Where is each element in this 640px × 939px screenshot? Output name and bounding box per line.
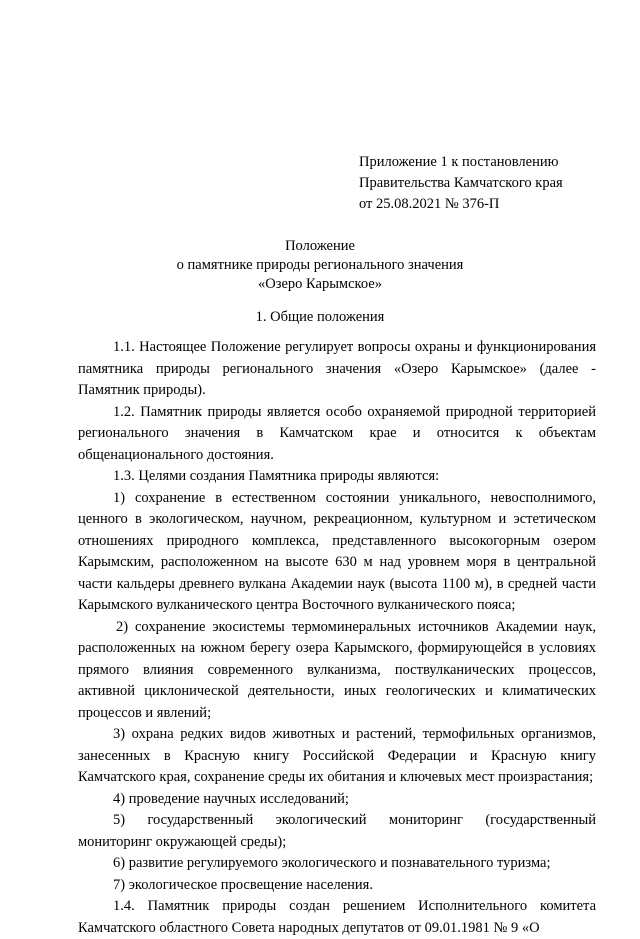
document-title: [0, 237, 640, 294]
approval-line-1: Приложение 1 к постановлению: [359, 154, 559, 170]
document-body: [78, 337, 596, 939]
paragraph-1-3: 1.3. Целями создания Памятника природы являются:: [113, 468, 440, 484]
goal-item-7: 7) экологическое просвещение населения.: [113, 876, 373, 893]
paragraph-1-4: 1.4. Памятник природы создан решением Исполнительного комитета Камчатского областного Совета народных депутатов от 09.01.1981 № 9 «О: [78, 898, 596, 936]
goal-item-5: 5) государственный экологический мониторинг (государственный мониторинг окружающей среды);: [78, 812, 596, 850]
title-line-3: «Озеро Карымское»: [258, 276, 382, 292]
paragraph-1-1: 1.1. Настоящее Положение регулирует вопросы охраны и функционирования памятника природы регионального значения «Озеро Карымское» (далее - Памятник природы).: [78, 339, 596, 398]
goal-item-2: 2) сохранение экосистемы термоминеральных источников Академии наук, расположенных на южном берегу озера Карымского, формирующейся в условиях прямого влияния современного вулканизма, поствулканических процессов, активной циклонической деятельности, иных геологических и климатических процессов и явлений;: [78, 618, 596, 721]
approval-line-3: от 25.08.2021 № 376-П: [359, 196, 500, 212]
approval-block: [359, 152, 563, 215]
title-line-2: о памятнике природы регионального значения: [176, 257, 464, 273]
approval-line-2: Правительства Камчатского края: [359, 175, 563, 191]
goal-item-1: 1) сохранение в естественном состоянии уникального, невосполнимого, ценного в экологическом, научном, рекреационном, культурном и эстетическом отношениях природного комплекса, представленного высокогорным озером Карымским, расположенном на высоте 630 м над уровнем моря в центральной части кальдеры древнего вулкана Академии наук (высота 1100 м), в средней части Карымского вулканического центра Восточного вулканического пояса;: [78, 489, 596, 613]
section-heading: 1. Общие положения: [255, 309, 385, 325]
paragraph-1-2: 1.2. Памятник природы является особо охраняемой природной территорией регионального значения в Камчатском крае и относится к объектам общенационального достояния.: [78, 403, 596, 463]
goal-item-4: 4) проведение научных исследований;: [113, 790, 349, 807]
goal-item-6: 6) развитие регулируемого экологического и познавательного туризма;: [113, 855, 551, 871]
goal-item-3: 3) охрана редких видов животных и растений, термофильных организмов, занесенных в Красную книгу Российской Федерации и Красную книгу Камчатского края, сохранение среды их обитания и ключевых мест произрастания;: [78, 726, 596, 785]
title-line-1: Положение: [285, 238, 355, 254]
